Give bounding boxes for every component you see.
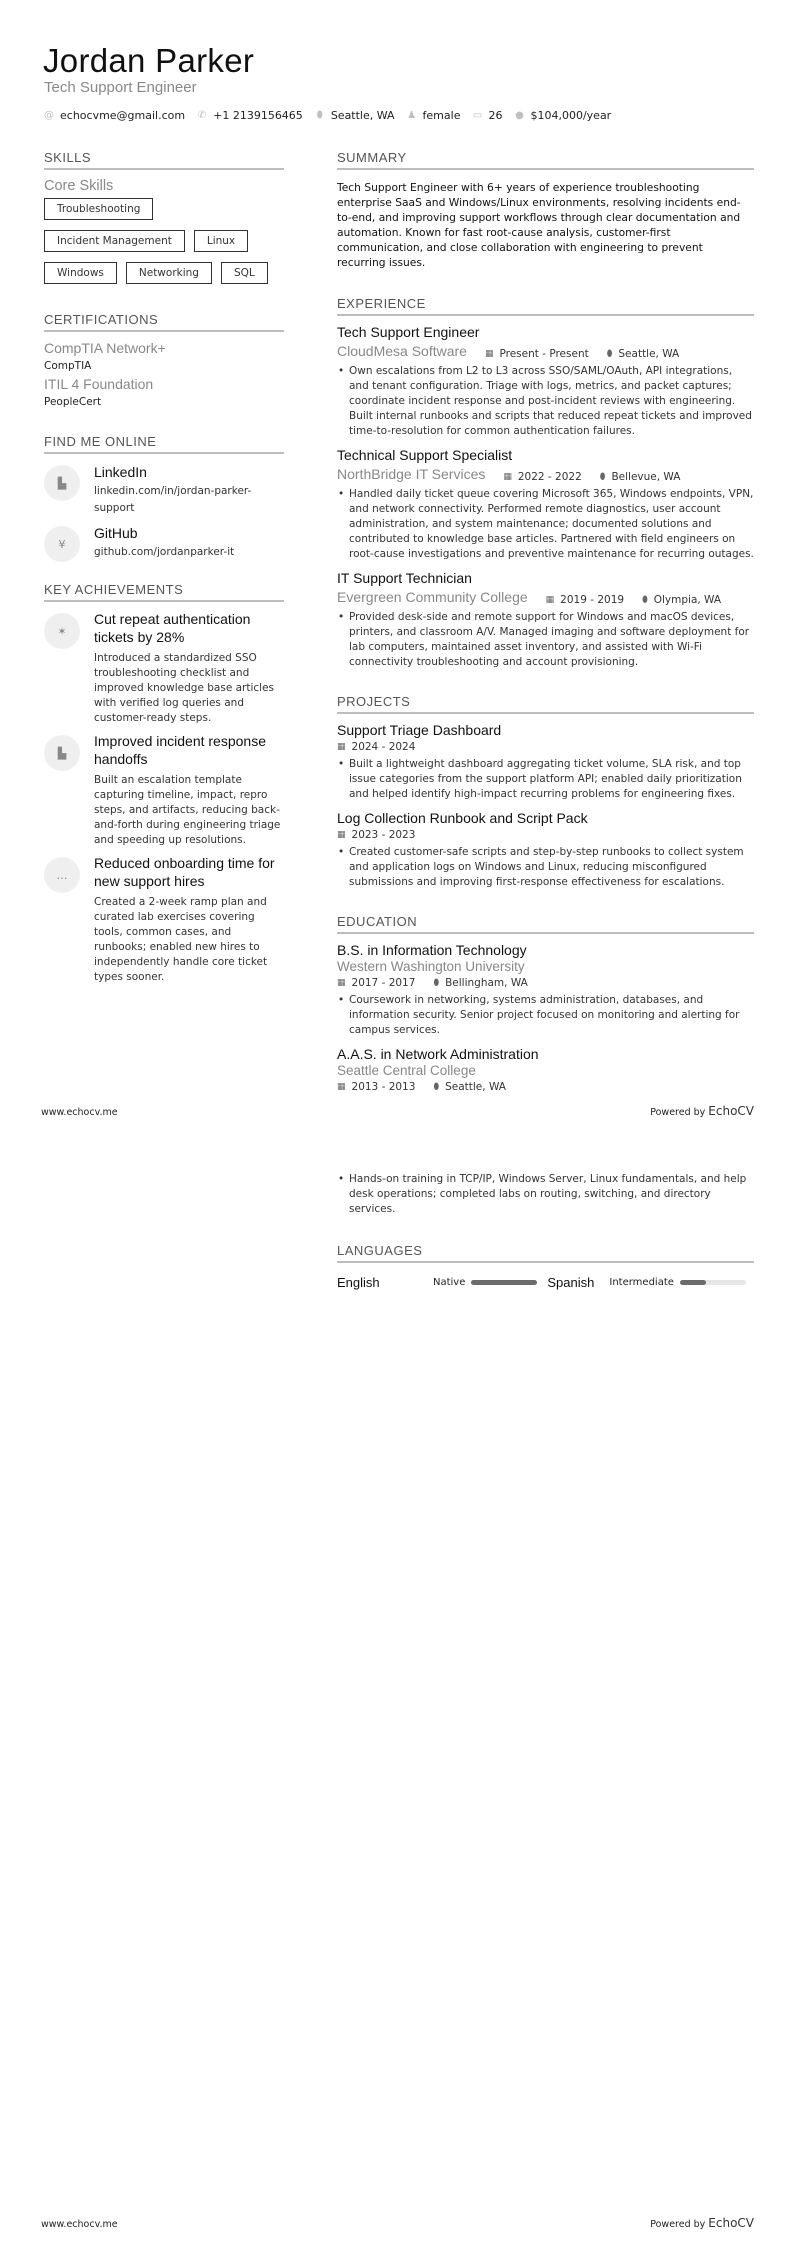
contact-location	[315, 109, 395, 122]
skill-tag: Linux	[194, 230, 248, 252]
language-proficiency-bar	[680, 1280, 746, 1285]
language-name: English	[337, 1275, 380, 1290]
certifications-heading: CERTIFICATIONS	[44, 312, 284, 332]
person-icon: ♟	[407, 110, 417, 121]
project-item	[337, 722, 754, 802]
education-item	[337, 1046, 754, 1093]
calendar-icon: ▦	[337, 1082, 346, 1092]
project-dates: 2024 - 2024	[351, 741, 416, 753]
projects-section	[337, 694, 754, 890]
job-dates: 2019 - 2019	[560, 594, 625, 606]
location-pin-icon: ⬮	[316, 110, 323, 121]
link-github[interactable]	[44, 523, 284, 562]
contact-salary	[514, 109, 611, 122]
languages-heading: LANGUAGES	[337, 1243, 754, 1263]
candidate-name: Jordan Parker	[43, 42, 255, 79]
education-location: Bellingham, WA	[445, 977, 528, 989]
skill-tags	[44, 198, 284, 284]
job-bullet: • Own escalations from L2 to L3 across SSO/SAML/OAuth, API integrations, and tenant configuration. Triage with logs, metrics, and packet captures; coordinate incident response and post-incident reviews with engineering. Built internal runbooks and scripts that reduced repeat tickets and improved time-to-resolution for common authentication failures.	[337, 364, 754, 439]
job-bullet: • Provided desk-side and remote support for Windows and macOS devices, printers, and classroom A/V. Managed imaging and software deployment for lab computers, maintained asset inventory, and assisted with Wi-Fi connectivity troubleshooting and account provisioning.	[337, 610, 754, 670]
job-title: IT Support Technician	[337, 570, 472, 586]
education-location: Seattle, WA	[445, 1081, 506, 1093]
skill-tag: Troubleshooting	[44, 198, 153, 220]
language-level: Native	[433, 1277, 466, 1288]
link-url[interactable]: linkedin.com/in/jordan-parker-support	[94, 485, 252, 514]
brand-logo: EchoCV	[708, 1104, 754, 1118]
file-icon: ▙	[44, 735, 80, 771]
skills-group-title: Core Skills	[44, 178, 114, 194]
achievement-desc: Introduced a standardized SSO troubleshooting checklist and improved knowledge base articles with verified log queries and customer-ready steps.	[94, 652, 275, 724]
key-achievements-heading: KEY ACHIEVEMENTS	[44, 582, 284, 602]
project-bullet: • Created customer-safe scripts and step-by-step runbooks to collect system and application logs on Windows and Linux, reducing misconfigured submissions and improving first-response effectiveness for escalations.	[337, 845, 754, 890]
achievement-desc: Created a 2-week ramp plan and curated lab exercises covering tools, common cases, and runbooks; enabled new hires to independently handle core ticket types sooner.	[94, 896, 268, 983]
degree-title: B.S. in Information Technology	[337, 942, 527, 958]
resume-page-2	[0, 1123, 794, 2246]
location-pin-icon: ⬮	[606, 349, 613, 359]
language-name: Spanish	[547, 1275, 595, 1290]
school-name: Seattle Central College	[337, 1063, 476, 1078]
certifications-section	[44, 312, 284, 408]
job-location: Olympia, WA	[653, 594, 722, 606]
page-footer	[41, 2216, 754, 2230]
powered-by-label: Powered by	[650, 2219, 706, 2230]
projects-heading: PROJECTS	[337, 694, 754, 714]
experience-item	[337, 324, 754, 439]
location-pin-icon: ⬮	[599, 472, 606, 482]
project-title: Support Triage Dashboard	[337, 722, 502, 738]
contact-age	[472, 109, 502, 122]
achievement-item	[44, 610, 284, 726]
cert-org: PeopleCert	[44, 396, 102, 408]
cert-org: CompTIA	[44, 360, 92, 372]
chat-bubble-icon: …	[44, 857, 80, 893]
left-column	[44, 150, 284, 991]
education-dates: 2017 - 2017	[351, 977, 416, 989]
education-bullet: • Hands-on training in TCP/IP, Windows Server, Linux fundamentals, and help desk operations; completed labs on routing, switching, and directory services.	[337, 1172, 754, 1217]
education-item	[337, 942, 754, 1038]
find-me-online-heading: FIND ME ONLINE	[44, 434, 284, 454]
location-pin-icon: ⬮	[433, 978, 440, 988]
project-bullet: • Built a lightweight dashboard aggregating ticket volume, SLA risk, and top issue categories from the support platform API; enabled daily prioritization and helped identify high-impact recurring problems for engineering fixes.	[337, 757, 754, 802]
calendar-icon: ▦	[337, 830, 346, 840]
summary-heading: SUMMARY	[337, 150, 754, 170]
company-name: CloudMesa Software	[337, 343, 467, 359]
achievement-item	[44, 854, 284, 985]
calendar-icon: ▦	[503, 472, 512, 482]
skills-heading: SKILLS	[44, 150, 284, 170]
contact-phone-value: +1 2139156465	[213, 109, 303, 122]
find-me-online-section	[44, 434, 284, 562]
experience-item	[337, 570, 754, 670]
key-achievements-section	[44, 582, 284, 985]
cert-name: ITIL 4 Foundation	[44, 376, 154, 392]
footer-site-link[interactable]: www.echocv.me	[41, 1107, 118, 1118]
right-column	[337, 150, 754, 1093]
summary-section	[337, 150, 754, 270]
job-title: Tech Support Engineer	[337, 324, 480, 340]
degree-title: A.A.S. in Network Administration	[337, 1046, 539, 1062]
file-icon: ▙	[44, 465, 80, 501]
experience-item	[337, 447, 754, 562]
skill-tag: Networking	[126, 262, 212, 284]
cert-name: CompTIA Network+	[44, 340, 166, 356]
company-name: Evergreen Community College	[337, 589, 528, 605]
achievement-title: Improved incident response handoffs	[94, 733, 266, 767]
contact-location-value: Seattle, WA	[330, 109, 395, 122]
job-dates: Present - Present	[499, 348, 589, 360]
language-list	[337, 1275, 754, 1290]
skill-tag: SQL	[221, 262, 268, 284]
job-location: Bellevue, WA	[611, 471, 681, 483]
language-level: Intermediate	[609, 1277, 674, 1288]
languages-section	[337, 1243, 754, 1290]
skill-tag: Windows	[44, 262, 117, 284]
footer-site-link[interactable]: www.echocv.me	[41, 2219, 118, 2230]
project-dates: 2023 - 2023	[351, 829, 416, 841]
contact-bar	[44, 109, 623, 122]
contact-age-value: 26	[488, 109, 503, 122]
contact-email-value: echocvme@gmail.com	[60, 109, 186, 122]
link-linkedin[interactable]	[44, 462, 284, 517]
language-proficiency-bar	[471, 1280, 537, 1285]
job-dates: 2022 - 2022	[517, 471, 582, 483]
job-bullet: • Handled daily ticket queue covering Microsoft 365, Windows endpoints, VPN, and network connectivity. Performed remote diagnostics, user account administration, and system maintenance; documented solutions and contributed to knowledge base articles. Partnered with field engineers on root-cause investigations and preventive maintenance for recurring outages.	[337, 487, 754, 562]
project-title: Log Collection Runbook and Script Pack	[337, 810, 588, 826]
footer-powered-by[interactable]	[650, 2216, 754, 2230]
page-footer	[41, 1104, 754, 1118]
contact-gender-value: female	[422, 109, 461, 122]
summary-text: Tech Support Engineer with 6+ years of experience troubleshooting enterprise SaaS and Windows/Linux environments, resolving incidents end-to-end, and improving support workflows through clear documentation and automation. Known for fast root-cause analysis, customer-first communication, and close collaboration with engineering to prevent recurring issues.	[337, 181, 741, 269]
footer-powered-by[interactable]	[650, 1104, 754, 1118]
achievement-desc: Built an escalation template capturing timeline, impact, repro steps, and artifacts, reducing back-and-forth during engineering triage and speeding up resolutions.	[94, 774, 281, 846]
job-location: Seattle, WA	[618, 348, 680, 360]
education-section	[337, 914, 754, 1093]
calendar-icon: ▦	[337, 742, 346, 752]
brand-logo: EchoCV	[708, 2216, 754, 2230]
calendar-icon: ▦	[484, 349, 494, 359]
school-name: Western Washington University	[337, 959, 525, 974]
company-name: NorthBridge IT Services	[337, 466, 486, 482]
achievement-title: Cut repeat authentication tickets by 28%	[94, 611, 251, 645]
contact-gender	[407, 109, 461, 122]
money-icon: ●	[515, 110, 524, 121]
location-pin-icon: ⬮	[642, 595, 648, 605]
right-column-continued	[337, 1168, 754, 1290]
calendar-icon: ▦	[545, 595, 555, 605]
achievement-title: Reduced onboarding time for new support hires	[94, 855, 275, 889]
job-title: Technical Support Specialist	[337, 447, 513, 463]
experience-heading: EXPERIENCE	[337, 296, 754, 316]
link-title: LinkedIn	[94, 464, 147, 480]
contact-salary-value: $104,000/year	[530, 109, 612, 122]
project-item	[337, 810, 754, 890]
skills-section	[44, 150, 284, 284]
calendar-icon: ▭	[472, 110, 483, 121]
skill-tag: Incident Management	[44, 230, 185, 252]
candidate-role: Tech Support Engineer	[44, 79, 197, 96]
contact-phone[interactable]	[197, 109, 303, 122]
language-proficiency-fill	[471, 1280, 537, 1285]
experience-section	[337, 296, 754, 670]
location-pin-icon: ⬮	[433, 1082, 440, 1092]
powered-by-label: Powered by	[650, 1107, 706, 1118]
magic-wand-icon: ✶	[44, 613, 80, 649]
language-proficiency-fill	[680, 1280, 706, 1285]
contact-email[interactable]	[44, 109, 185, 122]
education-heading: EDUCATION	[337, 914, 754, 934]
education-dates: 2013 - 2013	[351, 1081, 416, 1093]
calendar-icon: ▦	[337, 978, 346, 988]
education-bullet: • Coursework in networking, systems administration, databases, and information security. Senior project focused on monitoring and alerting for campus services.	[337, 993, 754, 1038]
link-url[interactable]: github.com/jordanparker-it	[94, 546, 235, 558]
achievement-item	[44, 732, 284, 848]
phone-icon: ✆	[197, 110, 207, 121]
at-icon: @	[44, 110, 54, 121]
link-title: GitHub	[94, 525, 138, 541]
yen-icon: ¥	[44, 526, 80, 562]
